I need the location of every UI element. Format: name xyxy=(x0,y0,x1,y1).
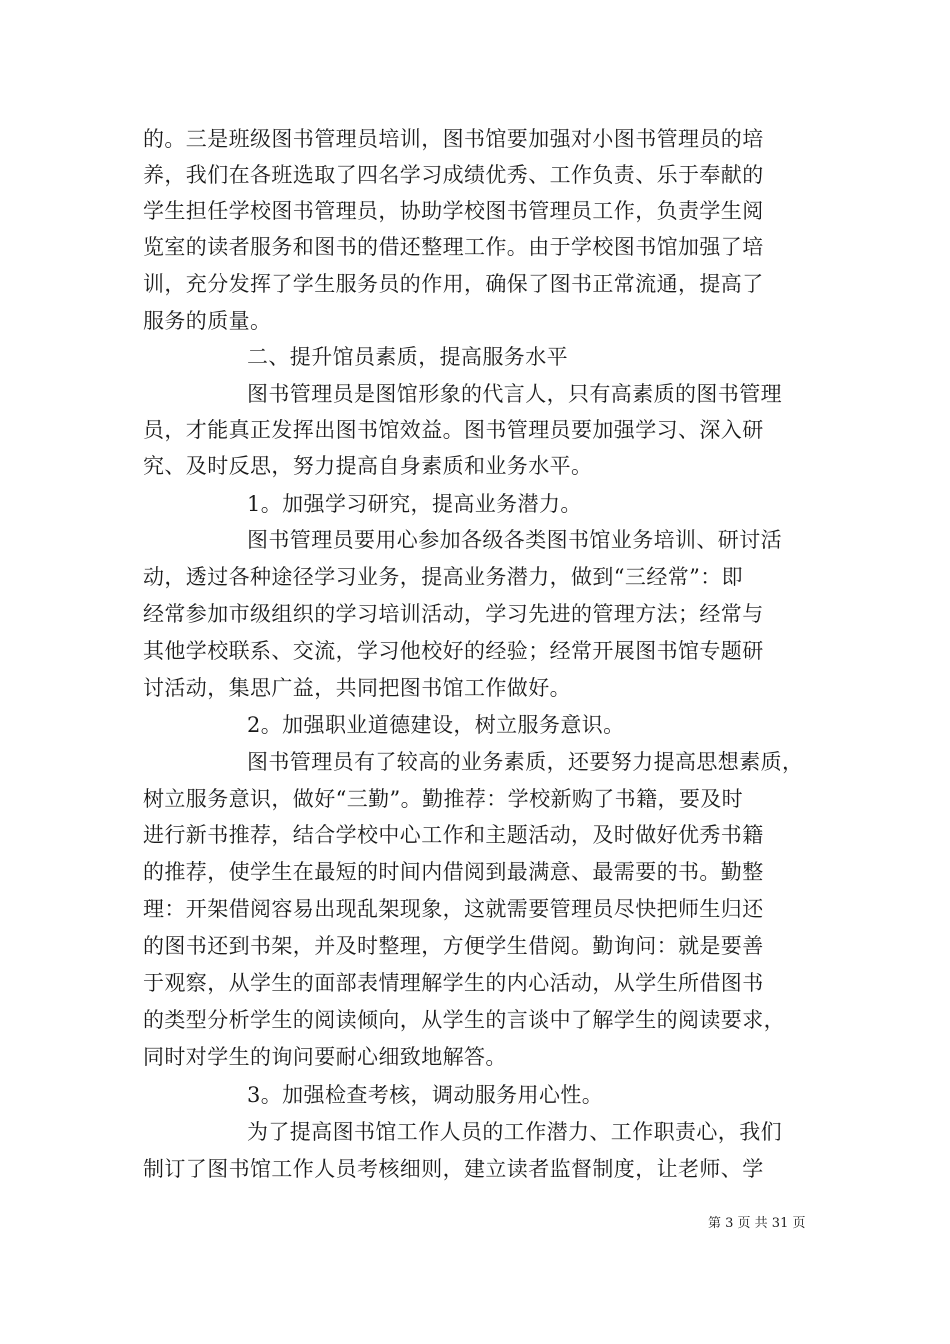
body-text-line: 员，才能真正发挥出图书馆效益。图书管理员要加强学习、深入研 xyxy=(143,418,764,442)
body-text-line: 为了提高图书馆工作人员的工作潜力、工作职责心，我们 xyxy=(247,1120,782,1144)
body-text-line: 的图书还到书架，并及时整理，方便学生借阅。勤询问：就是要善 xyxy=(143,934,764,958)
body-text-line: 图书管理员有了较高的业务素质，还要努力提高思想素质， xyxy=(247,750,804,774)
body-text-line: 经常参加市级组织的学习培训活动，学习先进的管理方法；经常与 xyxy=(143,602,764,626)
body-text-line: 树立服务意识，做好“三勤”。勤推荐：学校新购了书籍，要及时 xyxy=(143,787,744,811)
body-text-line: 理：开架借阅容易出现乱架现象，这就需要管理员尽快把师生归还 xyxy=(143,897,764,921)
page-number-footer: 第 3 页 共 31 页 xyxy=(708,1216,806,1231)
body-text-line: 览室的读者服务和图书的借还整理工作。由于学校图书馆加强了培 xyxy=(143,235,764,259)
subsection-heading: 1。加强学习研究，提高业务潜力。 xyxy=(247,492,582,516)
body-text-line: 学生担任学校图书管理员，协助学校图书管理员工作，负责学生阅 xyxy=(143,199,764,223)
body-text-line: 服务的质量。 xyxy=(143,309,272,333)
body-text-line: 的推荐，使学生在最短的时间内借阅到最满意、最需要的书。勤整 xyxy=(143,860,764,884)
body-text-line: 的。三是班级图书管理员培训，图书馆要加强对小图书管理员的培 xyxy=(143,127,764,151)
body-text-line: 其他学校联系、交流，学习他校好的经验；经常开展图书馆专题研 xyxy=(143,639,764,663)
body-text-line: 同时对学生的询问要耐心细致地解答。 xyxy=(143,1045,507,1069)
body-text-line: 讨活动，集思广益，共同把图书馆工作做好。 xyxy=(143,676,571,700)
subsection-heading: 3。加强检查考核，调动服务用心性。 xyxy=(247,1083,604,1107)
body-text-line: 制订了图书馆工作人员考核细则，建立读者监督制度，让老师、学 xyxy=(143,1157,764,1181)
body-text-line: 动，透过各种途径学习业务，提高业务潜力，做到“三经常”：即 xyxy=(143,565,744,589)
body-text-line: 图书管理员要用心参加各级各类图书馆业务培训、研讨活 xyxy=(247,528,782,552)
body-text-line: 养，我们在各班选取了四名学习成绩优秀、工作负责、乐于奉献的 xyxy=(143,163,764,187)
body-text-line: 进行新书推荐，结合学校中心工作和主题活动，及时做好优秀书籍 xyxy=(143,823,764,847)
subsection-heading: 2。加强职业道德建设，树立服务意识。 xyxy=(247,713,625,737)
body-text-line: 的类型分析学生的阅读倾向，从学生的言谈中了解学生的阅读要求， xyxy=(143,1008,785,1032)
body-text-line: 训，充分发挥了学生服务员的作用，确保了图书正常流通，提高了 xyxy=(143,272,764,296)
section-heading: 二、提升馆员素质，提高服务水平 xyxy=(247,345,568,369)
body-text-line: 图书管理员是图馆形象的代言人，只有高素质的图书管理 xyxy=(247,382,782,406)
body-text-line: 于观察，从学生的面部表情理解学生的内心活动，从学生所借图书 xyxy=(143,971,764,995)
body-text-line: 究、及时反思，努力提高自身素质和业务水平。 xyxy=(143,454,593,478)
